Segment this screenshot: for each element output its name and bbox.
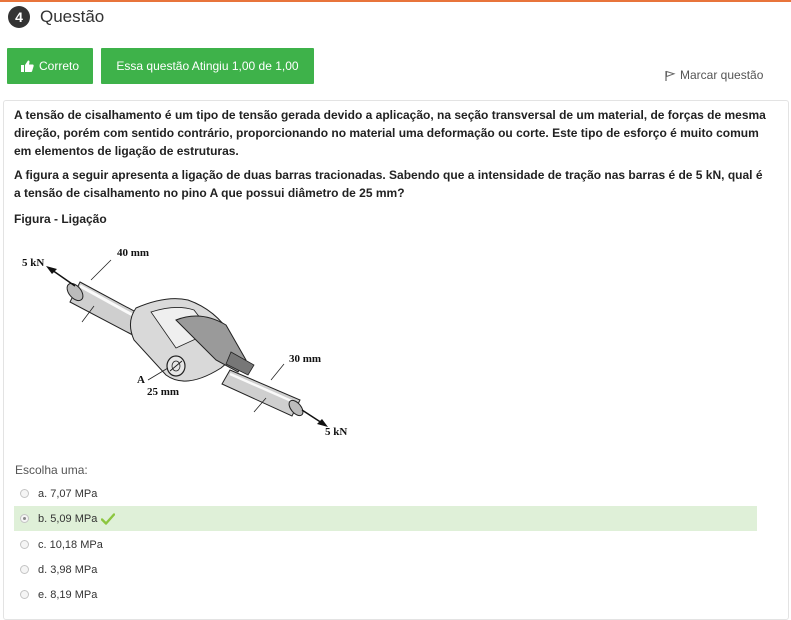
question-header: [8, 6, 104, 28]
pin-a: [167, 356, 185, 376]
question-number-badge: 4: [8, 6, 30, 28]
answer-option-a[interactable]: [14, 481, 757, 506]
answer-option-c[interactable]: [14, 532, 757, 557]
thumbs-up-icon: [21, 60, 34, 72]
radio-b[interactable]: [20, 514, 29, 523]
connection-figure: [16, 240, 356, 445]
pin-label: A: [137, 374, 145, 386]
option-b-label: b. 5,09 MPa: [38, 512, 98, 525]
grade-status-badge: [101, 48, 314, 84]
force-arrow-right: [302, 410, 328, 427]
flag-question-label: Marcar questão: [680, 68, 764, 82]
radio-c[interactable]: [20, 540, 29, 549]
answer-option-e[interactable]: [14, 582, 757, 607]
figure-caption: Figura - Ligação: [14, 212, 107, 226]
option-a-label: a. 7,07 MPa: [38, 487, 98, 500]
answer-prompt: Escolha uma:: [15, 463, 88, 477]
option-c-label: c. 10,18 MPa: [38, 538, 103, 551]
question-title: Questão: [40, 7, 105, 26]
dim-30-leader: [271, 364, 284, 380]
dim-25-label: 25 mm: [147, 386, 180, 398]
force-right-label: 5 kN: [325, 426, 348, 438]
dim-40-leader: [91, 260, 111, 280]
question-paragraph-2: A figura a seguir apresenta a ligação de duas barras tracionadas. Sabendo que a intensidade de tração nas barras é de 5 kN, qual é a tensão de cisalhamento no pino A que possui diâmetro de 25 mm?: [14, 168, 763, 200]
force-arrow-left: [46, 266, 75, 286]
correct-status-badge: [7, 48, 93, 84]
radio-e[interactable]: [20, 590, 29, 599]
answer-option-d[interactable]: [14, 557, 757, 582]
flag-question-link[interactable]: [665, 68, 763, 82]
radio-a[interactable]: [20, 489, 29, 498]
answer-option-b[interactable]: [14, 506, 757, 531]
option-e-label: e. 8,19 MPa: [38, 588, 98, 601]
check-icon: [101, 513, 115, 525]
dim-40-label: 40 mm: [117, 247, 150, 259]
option-d-label: d. 3,98 MPa: [38, 563, 98, 576]
dim-30-label: 30 mm: [289, 353, 322, 365]
correct-label: Correto: [38, 59, 79, 73]
question-paragraph-1: A tensão de cisalhamento é um tipo de tensão gerada devido a aplicação, na seção transversal de um material, de forças de mesma direção, porém com sentido contrário, proporcionando no material uma deformação ou corte. Este tipo de esforço é muito comum em elementos de ligação de estruturas.: [14, 108, 766, 158]
flag-icon: [665, 70, 676, 81]
force-left-label: 5 kN: [22, 257, 45, 269]
top-accent-line: [0, 0, 791, 2]
radio-d[interactable]: [20, 565, 29, 574]
grade-label: Essa questão Atingiu 1,00 de 1,00: [116, 59, 299, 73]
right-rod: [222, 370, 306, 418]
